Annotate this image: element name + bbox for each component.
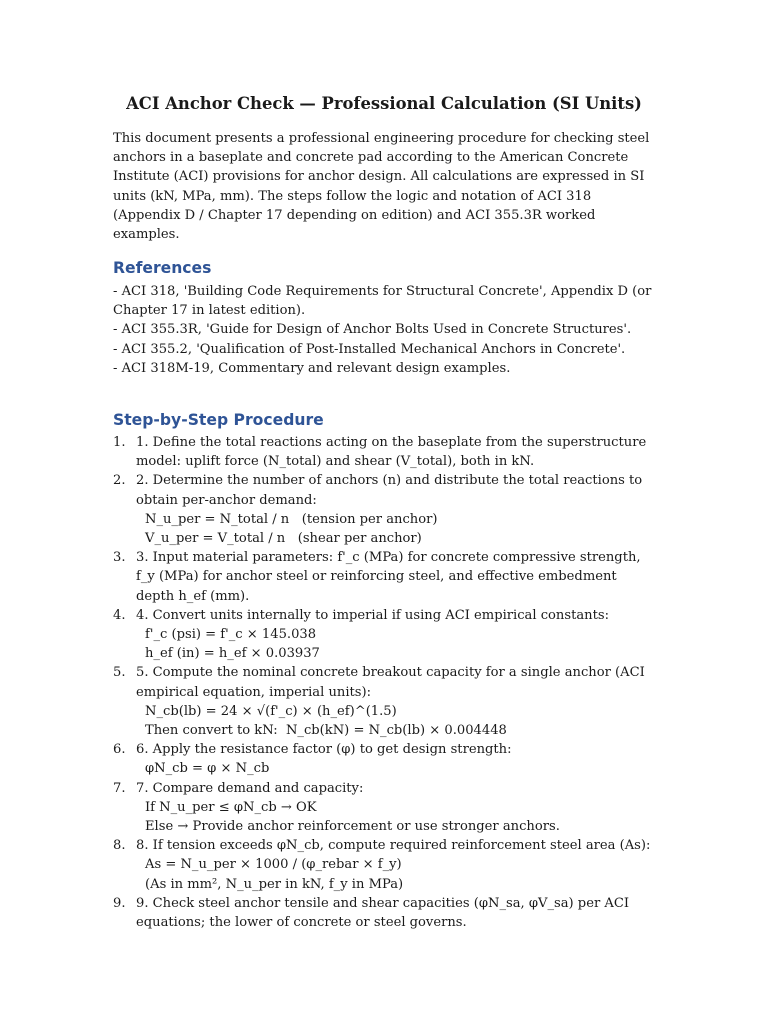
step-number: 2. bbox=[113, 473, 126, 489]
step-text: 2. Determine the number of anchors (n) and distribute the total reactions to obtain per-anchor demand: bbox=[136, 473, 643, 508]
references-list bbox=[113, 282, 659, 378]
procedure-step bbox=[113, 894, 659, 932]
procedure-step bbox=[113, 548, 659, 606]
step-number: 8. bbox=[113, 838, 126, 854]
procedure-step bbox=[113, 779, 659, 837]
step-text: 1. Define the total reactions acting on the baseplate from the superstructure model: uplift force (N_total) and shear (V_total), both in kN. bbox=[136, 435, 647, 470]
step-equation: f'_c (psi) = f'_c × 145.038 bbox=[145, 627, 317, 643]
step-equation: If N_u_per ≤ φN_cb → OK bbox=[145, 799, 317, 815]
step-text: 6. Apply the resistance factor (φ) to get design strength: bbox=[136, 742, 512, 758]
step-text: 7. Compare demand and capacity: bbox=[136, 780, 364, 796]
step-equation: N_cb(lb) = 24 × √(f'_c) × (h_ef)^(1.5) bbox=[145, 703, 397, 719]
reference-item: - ACI 318M-19, Commentary and relevant design examples. bbox=[113, 360, 511, 376]
document-title: ACI Anchor Check — Professional Calculation (SI Units) bbox=[126, 94, 642, 113]
step-number: 4. bbox=[113, 607, 126, 623]
step-text: 3. Input material parameters: f'_c (MPa) for concrete compressive strength, f_y (MPa) for anchor steel or reinforcing steel, and effective embedment depth h_ef (mm). bbox=[136, 550, 641, 604]
reference-item: - ACI 318, 'Building Code Requirements for Structural Concrete', Appendix D (or Chapter 17 in latest edition). bbox=[113, 284, 652, 319]
step-number: 1. bbox=[113, 435, 126, 450]
step-number: 3. bbox=[113, 550, 126, 566]
reference-item: - ACI 355.2, 'Qualification of Post-Installed Mechanical Anchors in Concrete'. bbox=[113, 341, 626, 357]
step-equation: As = N_u_per × 1000 / (φ_rebar × f_y) bbox=[145, 857, 402, 873]
procedure-step bbox=[113, 663, 659, 740]
procedure-step bbox=[113, 740, 659, 778]
step-equation: V_u_per = V_total / n (shear per anchor) bbox=[145, 531, 422, 547]
step-text: 4. Convert units internally to imperial if using ACI empirical constants: bbox=[136, 607, 609, 623]
references-heading: References bbox=[113, 259, 212, 277]
step-text: 5. Compute the nominal concrete breakout capacity for a single anchor (ACI empirical equation, imperial units): bbox=[136, 665, 645, 700]
step-text: 8. If tension exceeds φN_cb, compute required reinforcement steel area (As): bbox=[136, 838, 651, 854]
procedure-heading: Step-by-Step Procedure bbox=[113, 411, 324, 429]
step-equation: Then convert to kN: N_cb(kN) = N_cb(lb) × 0.004448 bbox=[145, 723, 507, 739]
step-number: 7. bbox=[113, 780, 126, 796]
step-equation: N_u_per = N_total / n (tension per anchor) bbox=[145, 511, 438, 527]
step-equation: Else → Provide anchor reinforcement or use stronger anchors. bbox=[145, 819, 560, 835]
procedure-step bbox=[113, 433, 659, 471]
step-number: 5. bbox=[113, 665, 126, 681]
step-number: 9. bbox=[113, 895, 126, 911]
step-equation: (As in mm², N_u_per in kN, f_y in MPa) bbox=[145, 876, 404, 892]
procedure-step bbox=[113, 471, 659, 548]
intro-paragraph: This document presents a professional engineering procedure for checking steel anchors in a baseplate and concrete pad according to the American Concrete Institute (ACI) provisions for anchor design. All calculations are expressed in SI units (kN, MPa, mm). The steps follow the logic and notation of ACI 318 (Appendix D / Chapter 17 depending on edition) and ACI 355.3R worked examples. bbox=[113, 131, 650, 243]
procedure-step bbox=[113, 606, 659, 664]
procedure-steps bbox=[113, 433, 659, 932]
step-equation: φN_cb = φ × N_cb bbox=[145, 761, 270, 777]
reference-item: - ACI 355.3R, 'Guide for Design of Anchor Bolts Used in Concrete Structures'. bbox=[113, 322, 632, 338]
step-number: 6. bbox=[113, 742, 126, 758]
step-text: 9. Check steel anchor tensile and shear capacities (φN_sa, φV_sa) per ACI equations; the lower of concrete or steel governs. bbox=[136, 895, 630, 931]
step-equation: h_ef (in) = h_ef × 0.03937 bbox=[145, 646, 320, 662]
procedure-step bbox=[113, 836, 659, 894]
